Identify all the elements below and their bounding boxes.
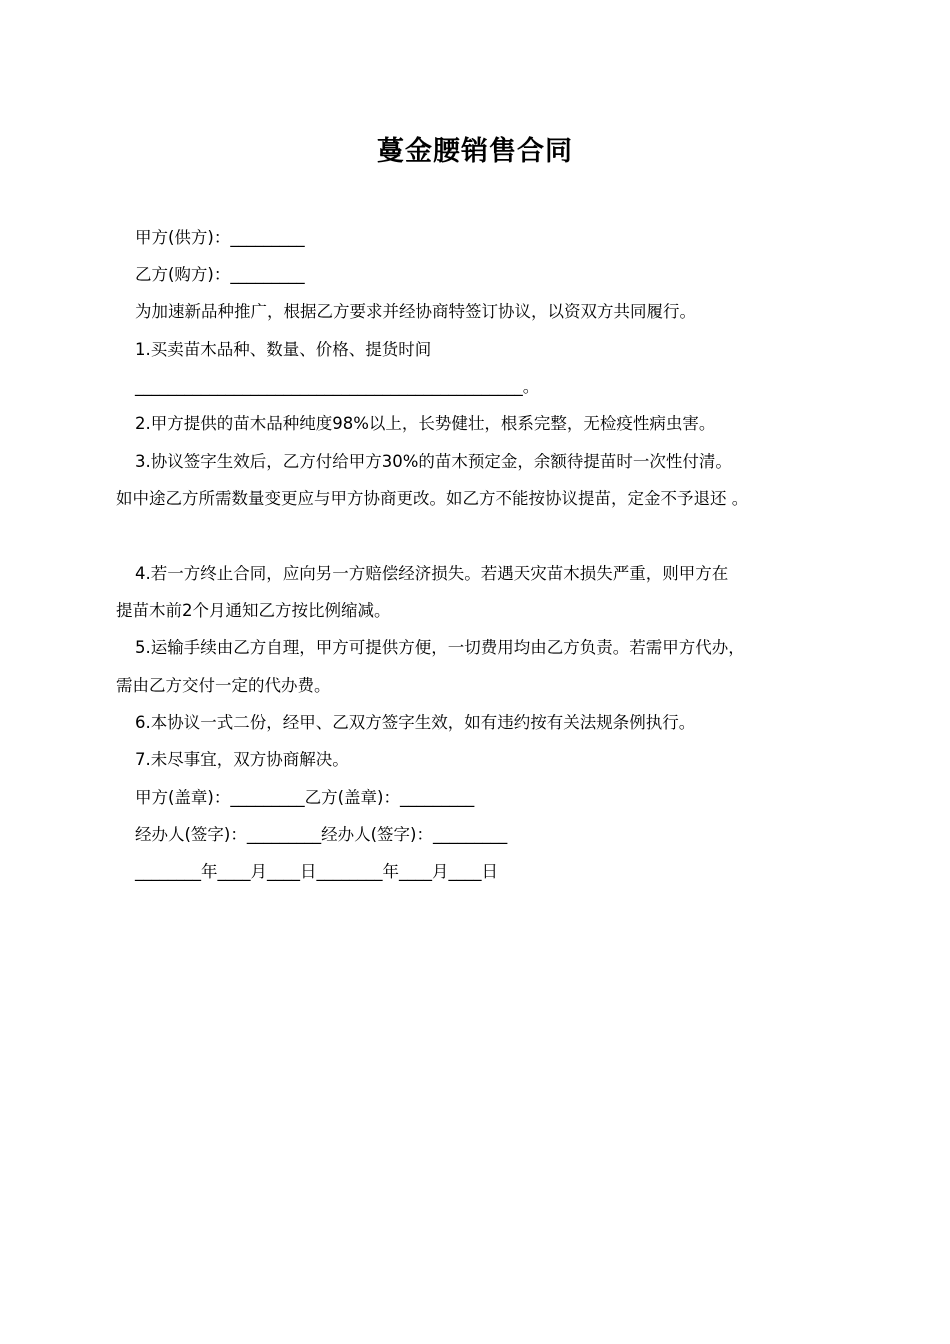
clause-7: 7.未尽事宜，双方协商解决。 [135, 750, 349, 769]
document-title: 蔓金腰销售合同 [377, 136, 573, 167]
seal-line: 甲方(盖章)：_________乙方(盖章)：_________ [135, 788, 475, 807]
clause-3-continued: 如中途乙方所需数量变更应与甲方协商更改。如乙方不能按协议提苗，定金不予退还 。 [116, 489, 749, 508]
party-a-supplier-line: 甲方(供方)：_________ [135, 228, 305, 247]
clause-1: 1.买卖苗木品种、数量、价格、提货时间 [135, 340, 432, 359]
party-b-buyer-line: 乙方(购方)：_________ [135, 265, 305, 284]
clause-5: 5.运输手续由乙方自理，甲方可提供方便，一切费用均由乙方负责。若需甲方代办， [135, 638, 745, 657]
clause-4: 4.若一方终止合同，应向另一方赔偿经济损失。若遇天灾苗木损失严重，则甲方在 [135, 564, 729, 583]
preamble-paragraph: 为加速新品种推广，根据乙方要求并经协商特签订协议，以资双方共同履行。 [135, 302, 696, 321]
clause-1-blank: _______________________________________________。 [135, 377, 540, 396]
clause-6: 6.本协议一式二份，经甲、乙双方签字生效，如有违约按有关法规条例执行。 [135, 713, 696, 732]
clause-5-continued: 需由乙方交付一定的代办费。 [116, 676, 331, 695]
signature-line: 经办人(签字)：_________经办人(签字)：_________ [135, 825, 508, 844]
clause-3: 3.协议签字生效后，乙方付给甲方30%的苗木预定金，余额待提苗时一次性付清。 [135, 452, 732, 471]
clause-2: 2.甲方提供的苗木品种纯度98%以上，长势健壮，根系完整，无检疫性病虫害。 [135, 414, 716, 433]
date-line: ________年____月____日________年____月____日 [135, 862, 498, 881]
clause-4-continued: 提苗木前2个月通知乙方按比例缩减。 [116, 601, 391, 620]
